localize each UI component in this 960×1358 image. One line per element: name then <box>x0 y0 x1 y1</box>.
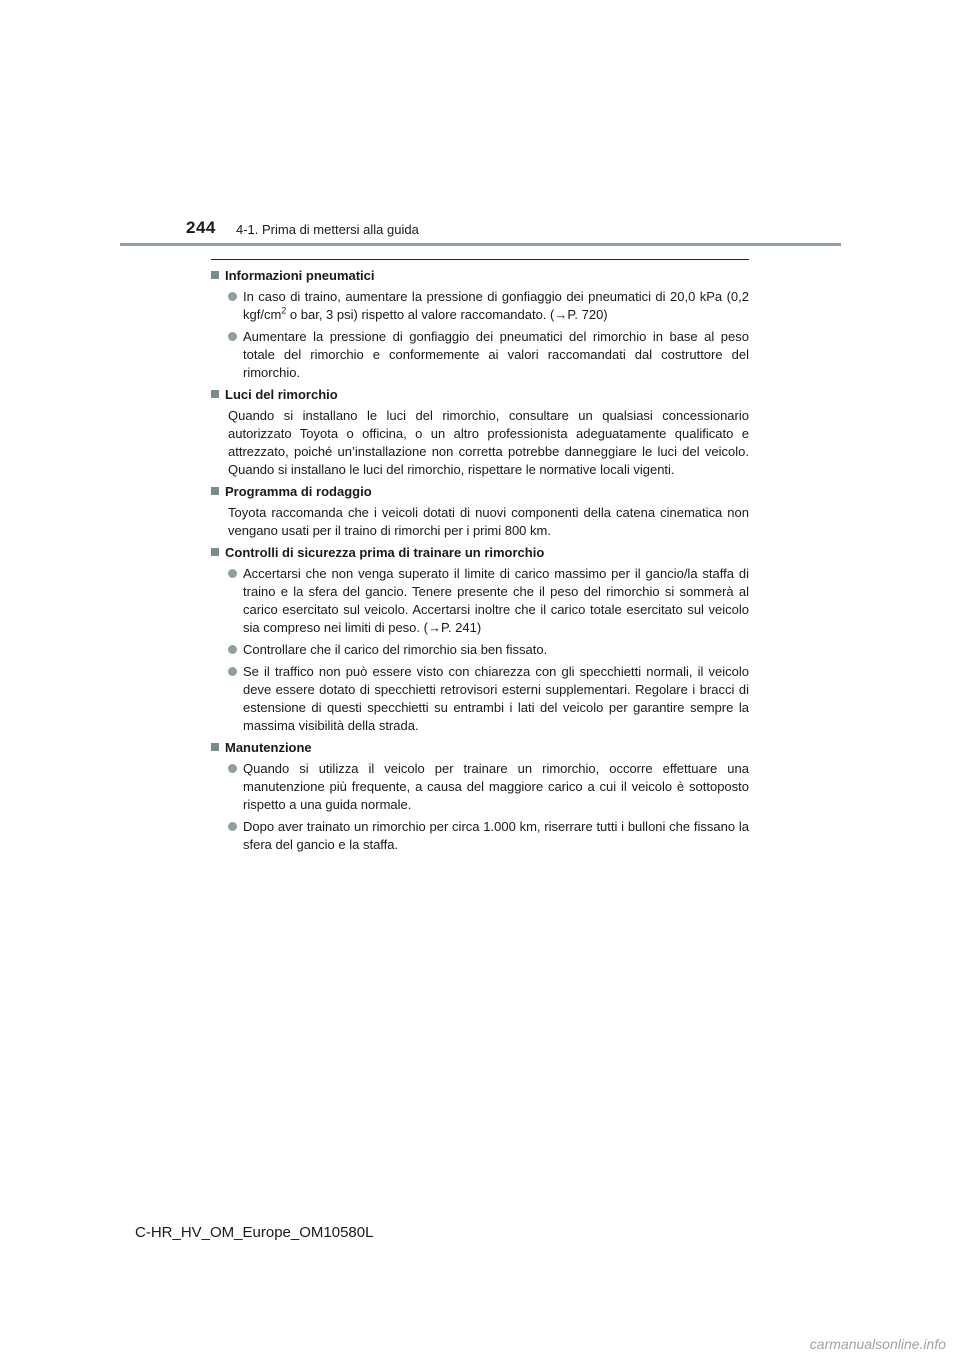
section-heading: Informazioni pneumatici <box>211 267 749 285</box>
list-item: Se il traffico non può essere visto con chiarezza con gli specchietti normali, il veicolo deve essere dotato di specchietti retrovisori esterni supplementari. Regolare i bracci di estensione di questi specchietti su entrambi i lati del veicolo per garantire sempre la massima visibilità della strada. <box>228 663 749 735</box>
header-rule <box>120 243 841 246</box>
circle-bullet-icon <box>228 569 237 578</box>
paragraph: Toyota raccomanda che i veicoli dotati di nuovi componenti della catena cinematica non vengano usati per il traino di rimorchi per i primi 800 km. <box>228 505 749 538</box>
section-heading: Manutenzione <box>211 739 749 757</box>
circle-bullet-icon <box>228 645 237 654</box>
square-bullet-icon <box>211 743 219 751</box>
section-trailer-lights <box>211 386 749 479</box>
circle-bullet-icon <box>228 667 237 676</box>
list-item: Controllare che il carico del rimorchio sia ben fissato. <box>228 641 749 659</box>
section-heading: Luci del rimorchio <box>211 386 749 404</box>
section-break-in <box>211 483 749 540</box>
circle-bullet-icon <box>228 332 237 341</box>
list-item: Quando si utilizza il veicolo per trainare un rimorchio, occorre effettuare una manutenzione più frequente, a causa del maggiore carico a cui il veicolo è sottoposto rispetto a una guida normale. <box>228 760 749 814</box>
square-bullet-icon <box>211 390 219 398</box>
circle-bullet-icon <box>228 292 237 301</box>
document-code: C-HR_HV_OM_Europe_OM10580L <box>135 1224 374 1241</box>
section-maintenance <box>211 739 749 854</box>
square-bullet-icon <box>211 548 219 556</box>
square-bullet-icon <box>211 271 219 279</box>
section-heading: Programma di rodaggio <box>211 483 749 501</box>
square-bullet-icon <box>211 487 219 495</box>
list-item: Accertarsi che non venga superato il limite di carico massimo per il gancio/la staffa di traino e la sfera del gancio. Tenere presente che il peso del rimorchio si sommerà al carico esercitato sul veicolo. Accertarsi inoltre che il carico totale esercitato sul veicolo sia compreso nei limiti di peso. (→P. 241) <box>228 565 749 637</box>
list-item: Dopo aver trainato un rimorchio per circa 1.000 km, riserrare tutti i bulloni che fissano la sfera del gancio e la staffa. <box>228 818 749 854</box>
content <box>211 267 749 858</box>
watermark: carmanualsonline.info <box>809 1336 946 1352</box>
section-tyre-info <box>211 267 749 382</box>
paragraph: Quando si installano le luci del rimorchio, consultare un qualsiasi concessionario autorizzato Toyota o officina, o un altro professionista adeguatamente qualificato e attrezzato, poiché un’installazione non corretta potrebbe danneggiare le luci del veicolo. Quando si installano le luci del rimorchio, rispettare le normative locali vigenti. <box>228 408 749 477</box>
circle-bullet-icon <box>228 822 237 831</box>
list-item: Aumentare la pressione di gonfiaggio dei pneumatici del rimorchio in base al peso totale del rimorchio e conformemente ai valori raccomandati dal costruttore del rimorchio. <box>228 328 749 382</box>
section-safety-checks <box>211 544 749 735</box>
page-number: 244 <box>186 218 216 237</box>
section-heading: Controlli di sicurezza prima di trainare un rimorchio <box>211 544 749 562</box>
section-title: 4-1. Prima di mettersi alla guida <box>236 222 419 237</box>
content-rule <box>211 259 749 260</box>
circle-bullet-icon <box>228 764 237 773</box>
list-item: In caso di traino, aumentare la pressione di gonfiaggio dei pneumatici di 20,0 kPa (0,2 kgf/$cm^2$ o bar, 3 psi) rispetto al valore raccomandato. (→P. 720) <box>228 288 749 324</box>
